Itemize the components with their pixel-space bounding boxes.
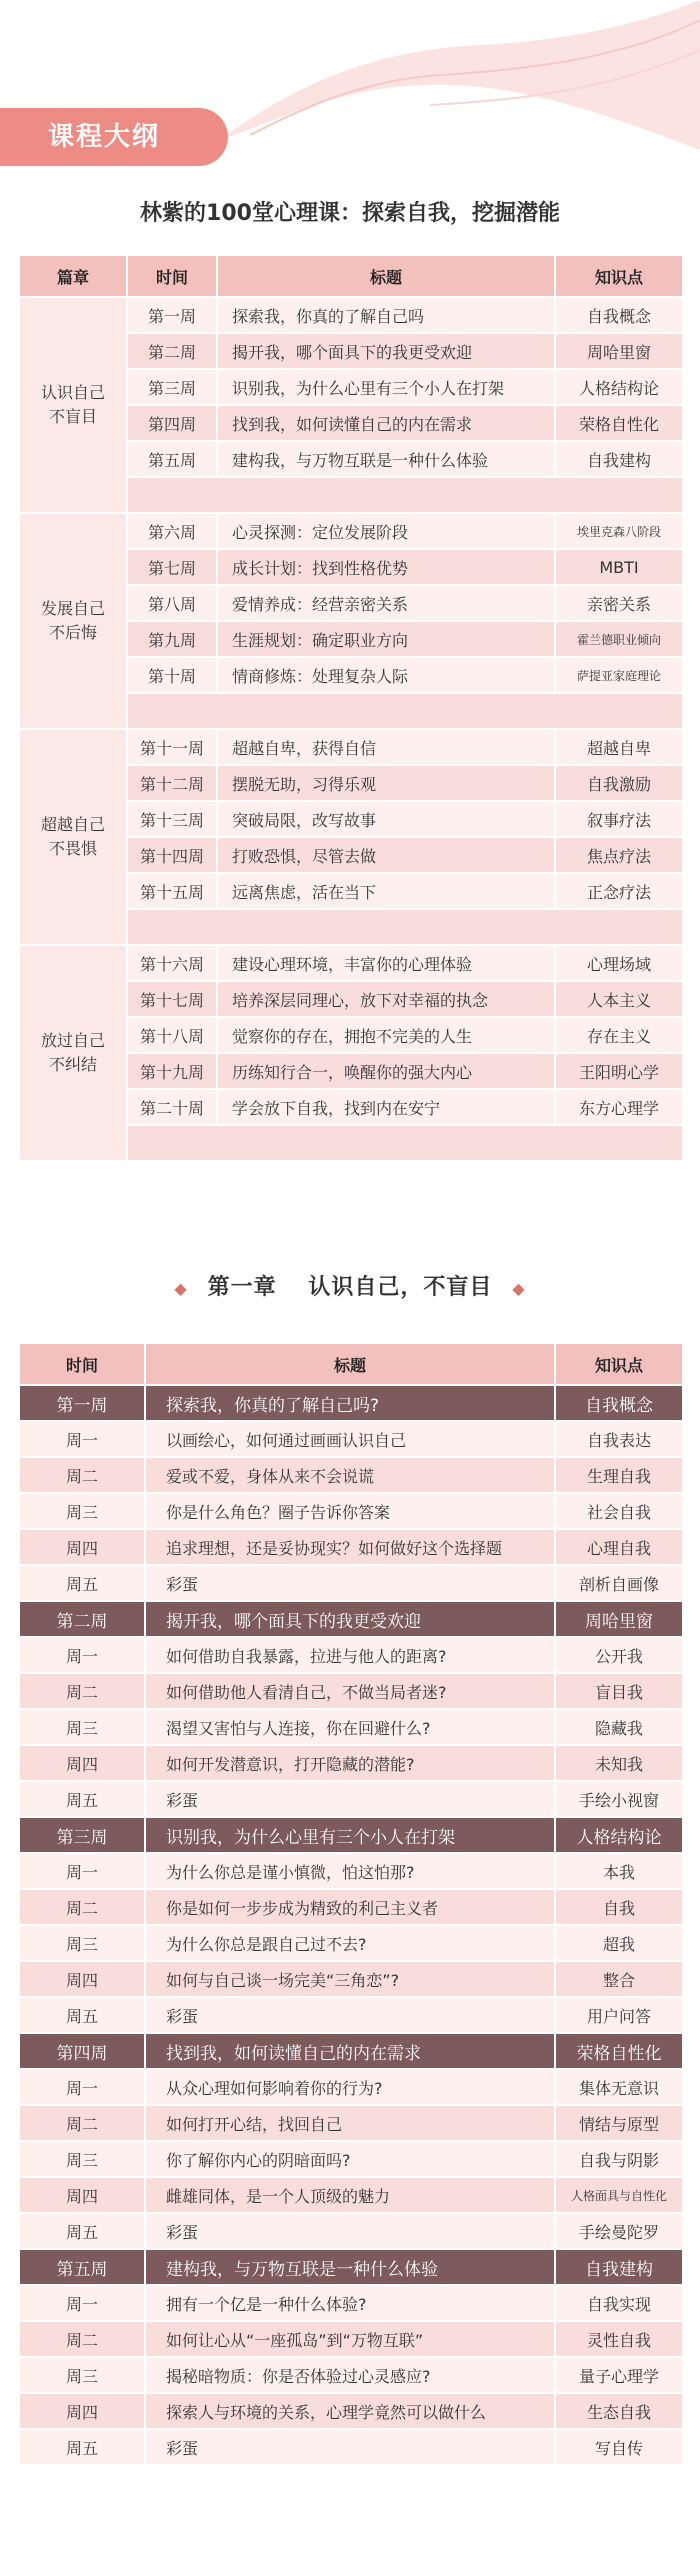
week-knowledge: 自我激励 — [555, 765, 683, 801]
week-row — [19, 2249, 683, 2285]
day-knowledge: 量子心理学 — [555, 2357, 683, 2393]
day-time: 周二 — [19, 1673, 145, 1709]
day-knowledge: 手绘小视窗 — [555, 1781, 683, 1817]
week-title: 突破局限，改写故事 — [217, 801, 555, 837]
week-title: 建构我，与万物互联是一种什么体验 — [145, 2249, 555, 2285]
week-knowledge: 人本主义 — [555, 981, 683, 1017]
week-time: 第十八周 — [127, 1017, 217, 1053]
day-row — [19, 2429, 683, 2465]
day-row — [19, 2321, 683, 2357]
week-title: 探索我，你真的了解自己吗? — [145, 1385, 555, 1421]
week-knowledge: 荣格自性化 — [555, 2033, 683, 2069]
day-time: 周三 — [19, 1925, 145, 1961]
day-title: 为什么你总是跟自己过不去? — [145, 1925, 555, 1961]
week-time: 第七周 — [127, 549, 217, 585]
day-row — [19, 1709, 683, 1745]
day-time: 周三 — [19, 2357, 145, 2393]
day-knowledge: 整合 — [555, 1961, 683, 1997]
day-time: 周二 — [19, 2105, 145, 2141]
chapter-name — [19, 945, 127, 1161]
day-row — [19, 2357, 683, 2393]
header-title: 标题 — [217, 255, 555, 297]
day-title: 拥有一个亿是一种什么体验? — [145, 2285, 555, 2321]
day-time: 周二 — [19, 2321, 145, 2357]
week-time: 第十五周 — [127, 873, 217, 909]
day-title: 你是如何一步步成为精致的利己主义者 — [145, 1889, 555, 1925]
chapter-name — [19, 297, 127, 513]
week-title: 学会放下自我，找到内在安宁 — [217, 1089, 555, 1125]
table-row — [19, 297, 683, 333]
day-row — [19, 2285, 683, 2321]
week-time: 第十三周 — [127, 801, 217, 837]
week-time: 第五周 — [19, 2249, 145, 2285]
day-knowledge: 手绘曼陀罗 — [555, 2213, 683, 2249]
week-title: 揭开我，哪个面具下的我更受欢迎 — [217, 333, 555, 369]
day-time: 周二 — [19, 1457, 145, 1493]
chapter-name — [19, 513, 127, 729]
day-knowledge: 自我 — [555, 1889, 683, 1925]
chapter-header-row — [19, 1343, 683, 1385]
day-title: 渴望又害怕与人连接，你在回避什么? — [145, 1709, 555, 1745]
week-knowledge: 人格结构论 — [555, 1817, 683, 1853]
day-row — [19, 1853, 683, 1889]
week-title: 打败恐惧，尽管去做 — [217, 837, 555, 873]
week-title: 找到我，如何读懂自己的内在需求 — [217, 405, 555, 441]
week-title: 成长计划：找到性格优势 — [217, 549, 555, 585]
day-time: 周四 — [19, 2177, 145, 2213]
week-time: 第四周 — [19, 2033, 145, 2069]
day-row — [19, 1529, 683, 1565]
week-knowledge: 萨提亚家庭理论 — [555, 657, 683, 693]
week-knowledge: 东方心理学 — [555, 1089, 683, 1125]
day-time: 周一 — [19, 2069, 145, 2105]
week-knowledge: 人格结构论 — [555, 369, 683, 405]
day-time: 周一 — [19, 2285, 145, 2321]
day-row — [19, 1961, 683, 1997]
day-title: 彩蛋 — [145, 2213, 555, 2249]
week-knowledge: 霍兰德职业倾向 — [555, 621, 683, 657]
week-title: 识别我，为什么心里有三个小人在打架 — [217, 369, 555, 405]
chapter-heading — [0, 1270, 700, 1301]
header-knowledge: 知识点 — [555, 255, 683, 297]
day-time: 周五 — [19, 1781, 145, 1817]
day-title: 探索人与环境的关系，心理学竟然可以做什么 — [145, 2393, 555, 2429]
week-time: 第五周 — [127, 441, 217, 477]
chapter-name-line: 不盲目 — [48, 407, 97, 426]
day-knowledge: 社会自我 — [555, 1493, 683, 1529]
week-time: 第八周 — [127, 585, 217, 621]
spacer-cell — [127, 909, 683, 945]
day-row — [19, 1493, 683, 1529]
diamond-icon: ◆ — [174, 1279, 188, 1298]
day-title: 如何与自己谈一场完美“三角恋”? — [145, 1961, 555, 1997]
chapter-name-line: 认识自己 — [40, 383, 105, 402]
day-time: 周四 — [19, 1745, 145, 1781]
day-title: 雌雄同体，是一个人顶级的魅力 — [145, 2177, 555, 2213]
day-row — [19, 1781, 683, 1817]
week-knowledge: 自我概念 — [555, 1385, 683, 1421]
header-time: 时间 — [19, 1343, 145, 1385]
day-knowledge: 公开我 — [555, 1637, 683, 1673]
day-time: 周一 — [19, 1421, 145, 1457]
week-time: 第九周 — [127, 621, 217, 657]
section-badge: 课程大纲 — [0, 108, 228, 166]
week-title: 摆脱无助，习得乐观 — [217, 765, 555, 801]
day-row — [19, 1637, 683, 1673]
day-title: 你是什么角色？圈子告诉你答案 — [145, 1493, 555, 1529]
day-title: 为什么你总是谨小慎微，怕这怕那? — [145, 1853, 555, 1889]
week-time: 第十六周 — [127, 945, 217, 981]
day-time: 周五 — [19, 1997, 145, 2033]
week-title: 找到我，如何读懂自己的内在需求 — [145, 2033, 555, 2069]
week-title: 远离焦虑，活在当下 — [217, 873, 555, 909]
week-title: 情商修炼：处理复杂人际 — [217, 657, 555, 693]
header-knowledge: 知识点 — [555, 1343, 683, 1385]
day-time: 周五 — [19, 2429, 145, 2465]
chapter-name-line: 不后悔 — [48, 623, 97, 642]
day-time: 周五 — [19, 2213, 145, 2249]
week-time: 第二十周 — [127, 1089, 217, 1125]
week-time: 第十二周 — [127, 765, 217, 801]
day-time: 周三 — [19, 1709, 145, 1745]
week-time: 第十七周 — [127, 981, 217, 1017]
table-row — [19, 513, 683, 549]
day-row — [19, 1925, 683, 1961]
week-title: 揭开我，哪个面具下的我更受欢迎 — [145, 1601, 555, 1637]
outline-title: 林紫的100堂心理课：探索自我，挖掘潜能 — [140, 201, 560, 226]
day-row — [19, 1565, 683, 1601]
week-title: 培养深层同理心，放下对幸福的执念 — [217, 981, 555, 1017]
day-row — [19, 1889, 683, 1925]
week-title: 建设心理环境，丰富你的心理体验 — [217, 945, 555, 981]
day-knowledge: 剖析自画像 — [555, 1565, 683, 1601]
week-knowledge: 超越自卑 — [555, 729, 683, 765]
day-knowledge: 写自传 — [555, 2429, 683, 2465]
day-title: 如何借助自我暴露，拉进与他人的距离? — [145, 1637, 555, 1673]
week-time: 第十四周 — [127, 837, 217, 873]
week-knowledge: 周哈里窗 — [555, 1601, 683, 1637]
spacer-cell — [127, 477, 683, 513]
day-knowledge: 用户问答 — [555, 1997, 683, 2033]
day-knowledge: 自我表达 — [555, 1421, 683, 1457]
day-title: 如何打开心结，找回自己 — [145, 2105, 555, 2141]
week-title: 历练知行合一，唤醒你的强大内心 — [217, 1053, 555, 1089]
table-row — [19, 729, 683, 765]
day-row — [19, 2105, 683, 2141]
day-title: 以画绘心，如何通过画画认识自己 — [145, 1421, 555, 1457]
week-time: 第一周 — [127, 297, 217, 333]
week-knowledge: 亲密关系 — [555, 585, 683, 621]
chapter-name-line: 放过自己 — [40, 1031, 105, 1050]
week-row — [19, 1817, 683, 1853]
day-time: 周五 — [19, 1565, 145, 1601]
chapter-name-line: 发展自己 — [40, 599, 105, 618]
spacer-cell — [127, 693, 683, 729]
day-knowledge: 生理自我 — [555, 1457, 683, 1493]
week-time: 第三周 — [127, 369, 217, 405]
chapter-name-line: 不畏惧 — [48, 839, 97, 858]
week-knowledge: 自我概念 — [555, 297, 683, 333]
week-time: 第十一周 — [127, 729, 217, 765]
week-knowledge: 正念疗法 — [555, 873, 683, 909]
week-knowledge: 焦点疗法 — [555, 837, 683, 873]
day-row — [19, 2177, 683, 2213]
week-knowledge: MBTI — [555, 549, 683, 585]
week-knowledge: 心理场域 — [555, 945, 683, 981]
chapter-name-line: 超越自己 — [40, 815, 105, 834]
chapter-name-line: 不纠结 — [48, 1055, 97, 1074]
day-knowledge: 自我与阴影 — [555, 2141, 683, 2177]
day-knowledge: 人格面具与自性化 — [555, 2177, 683, 2213]
diamond-icon: ◆ — [512, 1279, 526, 1298]
week-row — [19, 1601, 683, 1637]
header-chapter: 篇章 — [19, 255, 127, 297]
day-title: 如何借助他人看清自己，不做当局者迷? — [145, 1673, 555, 1709]
outline-table — [18, 254, 684, 1162]
day-title: 你了解你内心的阴暗面吗? — [145, 2141, 555, 2177]
chapter-table — [18, 1342, 684, 2466]
day-knowledge: 本我 — [555, 1853, 683, 1889]
day-row — [19, 2141, 683, 2177]
day-knowledge: 心理自我 — [555, 1529, 683, 1565]
day-time: 周四 — [19, 1529, 145, 1565]
week-time: 第十九周 — [127, 1053, 217, 1089]
week-knowledge: 存在主义 — [555, 1017, 683, 1053]
week-time: 第二周 — [127, 333, 217, 369]
day-knowledge: 盲目我 — [555, 1673, 683, 1709]
week-time: 第二周 — [19, 1601, 145, 1637]
table-row — [19, 945, 683, 981]
week-row — [19, 1385, 683, 1421]
week-time: 第六周 — [127, 513, 217, 549]
day-title: 从众心理如何影响着你的行为? — [145, 2069, 555, 2105]
day-knowledge: 超我 — [555, 1925, 683, 1961]
day-knowledge: 灵性自我 — [555, 2321, 683, 2357]
week-knowledge: 周哈里窗 — [555, 333, 683, 369]
week-time: 第四周 — [127, 405, 217, 441]
day-time: 周四 — [19, 1961, 145, 1997]
day-row — [19, 2393, 683, 2429]
week-knowledge: 荣格自性化 — [555, 405, 683, 441]
week-title: 心灵探测：定位发展阶段 — [217, 513, 555, 549]
week-knowledge: 自我建构 — [555, 2249, 683, 2285]
day-row — [19, 1421, 683, 1457]
day-title: 彩蛋 — [145, 2429, 555, 2465]
week-knowledge: 叙事疗法 — [555, 801, 683, 837]
day-knowledge: 情结与原型 — [555, 2105, 683, 2141]
week-time: 第三周 — [19, 1817, 145, 1853]
day-title: 如何让心从“一座孤岛”到“万物互联” — [145, 2321, 555, 2357]
chapter-title: 第一章 认识自己，不盲目 — [207, 1275, 493, 1300]
header-time: 时间 — [127, 255, 217, 297]
day-title: 彩蛋 — [145, 1565, 555, 1601]
week-time: 第一周 — [19, 1385, 145, 1421]
week-knowledge: 埃里克森八阶段 — [555, 513, 683, 549]
day-knowledge: 自我实现 — [555, 2285, 683, 2321]
week-title: 识别我，为什么心里有三个小人在打架 — [145, 1817, 555, 1853]
week-title: 爱情养成：经营亲密关系 — [217, 585, 555, 621]
day-title: 彩蛋 — [145, 1997, 555, 2033]
day-time: 周四 — [19, 2393, 145, 2429]
day-title: 追求理想，还是妥协现实？如何做好这个选择题 — [145, 1529, 555, 1565]
day-title: 彩蛋 — [145, 1781, 555, 1817]
week-title: 超越自卑，获得自信 — [217, 729, 555, 765]
spacer-cell — [127, 1125, 683, 1161]
day-row — [19, 1673, 683, 1709]
day-knowledge: 生态自我 — [555, 2393, 683, 2429]
week-title: 探索我，你真的了解自己吗 — [217, 297, 555, 333]
day-row — [19, 1745, 683, 1781]
day-row — [19, 1457, 683, 1493]
week-row — [19, 2033, 683, 2069]
week-time: 第十周 — [127, 657, 217, 693]
day-time: 周三 — [19, 1493, 145, 1529]
header-title: 标题 — [145, 1343, 555, 1385]
day-row — [19, 1997, 683, 2033]
week-title: 建构我，与万物互联是一种什么体验 — [217, 441, 555, 477]
day-time: 周三 — [19, 2141, 145, 2177]
day-time: 周二 — [19, 1889, 145, 1925]
week-title: 生涯规划：确定职业方向 — [217, 621, 555, 657]
day-knowledge: 集体无意识 — [555, 2069, 683, 2105]
day-row — [19, 2069, 683, 2105]
day-title: 爱或不爱，身体从来不会说谎 — [145, 1457, 555, 1493]
day-title: 揭秘暗物质：你是否体验过心灵感应? — [145, 2357, 555, 2393]
outline-header-row — [19, 255, 683, 297]
week-knowledge: 王阳明心学 — [555, 1053, 683, 1089]
day-time: 周一 — [19, 1853, 145, 1889]
day-knowledge: 未知我 — [555, 1745, 683, 1781]
week-title: 觉察你的存在，拥抱不完美的人生 — [217, 1017, 555, 1053]
day-title: 如何开发潜意识，打开隐藏的潜能? — [145, 1745, 555, 1781]
chapter-name — [19, 729, 127, 945]
week-knowledge: 自我建构 — [555, 441, 683, 477]
day-row — [19, 2213, 683, 2249]
day-time: 周一 — [19, 1637, 145, 1673]
day-knowledge: 隐藏我 — [555, 1709, 683, 1745]
